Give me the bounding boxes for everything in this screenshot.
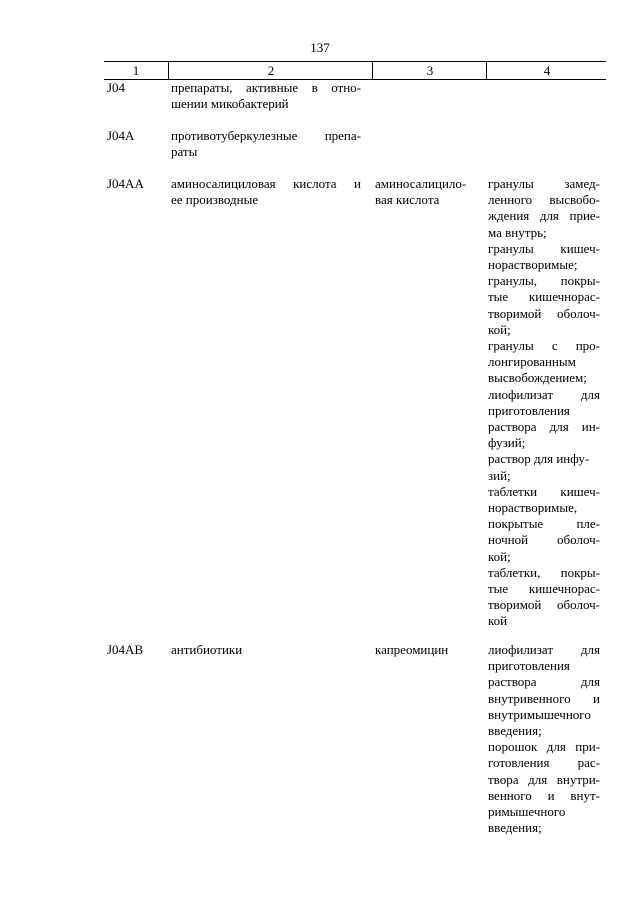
atc-code: J04AB <box>107 642 144 657</box>
atc-code: J04AA <box>107 176 144 191</box>
header-col-2: 2 <box>168 62 373 79</box>
atc-code: J04A <box>107 128 135 143</box>
header-col-4: 4 <box>486 62 607 79</box>
atc-name: противотуберкулезные препа- раты <box>171 128 361 160</box>
atc-name: аминосалициловая кислота и ее производные <box>171 176 361 208</box>
atc-name: антибиотики <box>171 642 243 657</box>
atc-name: препараты, активные в отно- шении микобактерий <box>171 80 361 112</box>
dosage-forms: лиофилизат для приготовления раствора для внутривенного и внутримышечного введения; порошок для при- готовления рас- твора для внутри- венного и внут- римышечного введения; <box>488 642 600 836</box>
header-col-1: 1 <box>132 63 140 78</box>
atc-code: J04 <box>107 80 126 95</box>
table-header <box>104 61 606 80</box>
substance-name: капреомицин <box>375 642 449 657</box>
header-col-3: 3 <box>372 62 487 79</box>
page-number: 137 <box>310 40 330 55</box>
substance-name: аминосалицило- вая кислота <box>375 176 467 208</box>
dosage-forms: гранулы замед- ленного высвобо- ждения для прие- ма внутрь; гранулы кишеч- норастворимые; гранулы, покры- тые кишечнорас- творимой оболоч- кой; гранулы с про- лонгированным высвобождением; лиофилизат для приготовления раствора для ин- фузий; раствор для инфу- зий; таблетки кишеч- норастворимые, покрытые пле- ночной оболоч- кой; таблетки, покры- тые кишечнорас- творимой оболоч- кой <box>488 176 600 629</box>
